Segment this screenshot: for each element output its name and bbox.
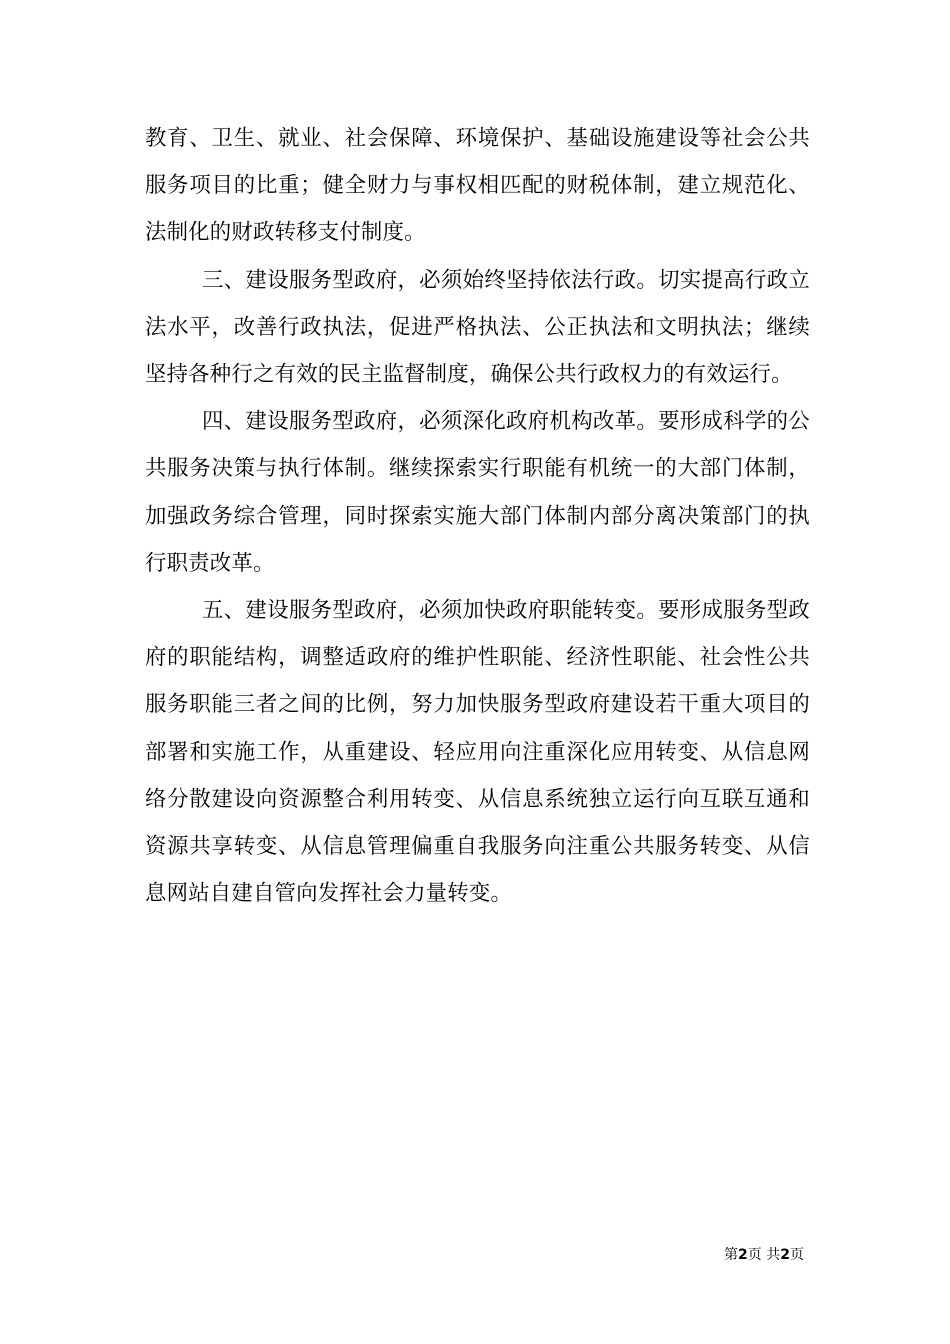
paragraph-point-three: 三、建设服务型政府，必须始终坚持依法行政。切实提高行政立法水平，改善行政执法，促进严格执法、公正执法和文明执法；继续坚持各种行之有效的民主监督制度，确保公共行政权力的有效运行。 [145,267,810,388]
document-body [145,115,810,917]
footer-suffix: 页 [790,1247,804,1263]
footer-middle: 页 共 [747,1247,781,1263]
paragraph-continuation: 教育、卫生、就业、社会保障、环境保护、基础设施建设等社会公共服务项目的比重；健全财力与事权相匹配的财税体制，建立规范化、法制化的财政转移支付制度。 [145,126,810,246]
paragraph-point-four: 四、建设服务型政府，必须深化政府机构改革。要形成科学的公共服务决策与执行体制。继续探索实行职能有机统一的大部门体制，加强政务综合管理，同时探索实施大部门体制内部分离决策部门的执行职责改革。 [145,409,810,576]
footer-current-page: 2 [738,1247,748,1263]
footer-total-pages: 2 [780,1247,790,1263]
footer-prefix: 第 [724,1247,739,1263]
page-number-footer [724,1246,804,1264]
paragraph-point-five: 五、建设服务型政府，必须加快政府职能转变。要形成服务型政府的职能结构，调整适政府的维护性职能、经济性职能、社会性公共服务职能三者之间的比例，努力加快服务型政府建设若干重大项目的部署和实施工作，从重建设、轻应用向注重深化应用转变、从信息网络分散建设向资源整合利用转变、从信息系统独立运行向互联互通和资源共享转变、从信息管理偏重自我服务向注重公共服务转变、从信息网站自建自管向发挥社会力量转变。 [145,598,810,907]
